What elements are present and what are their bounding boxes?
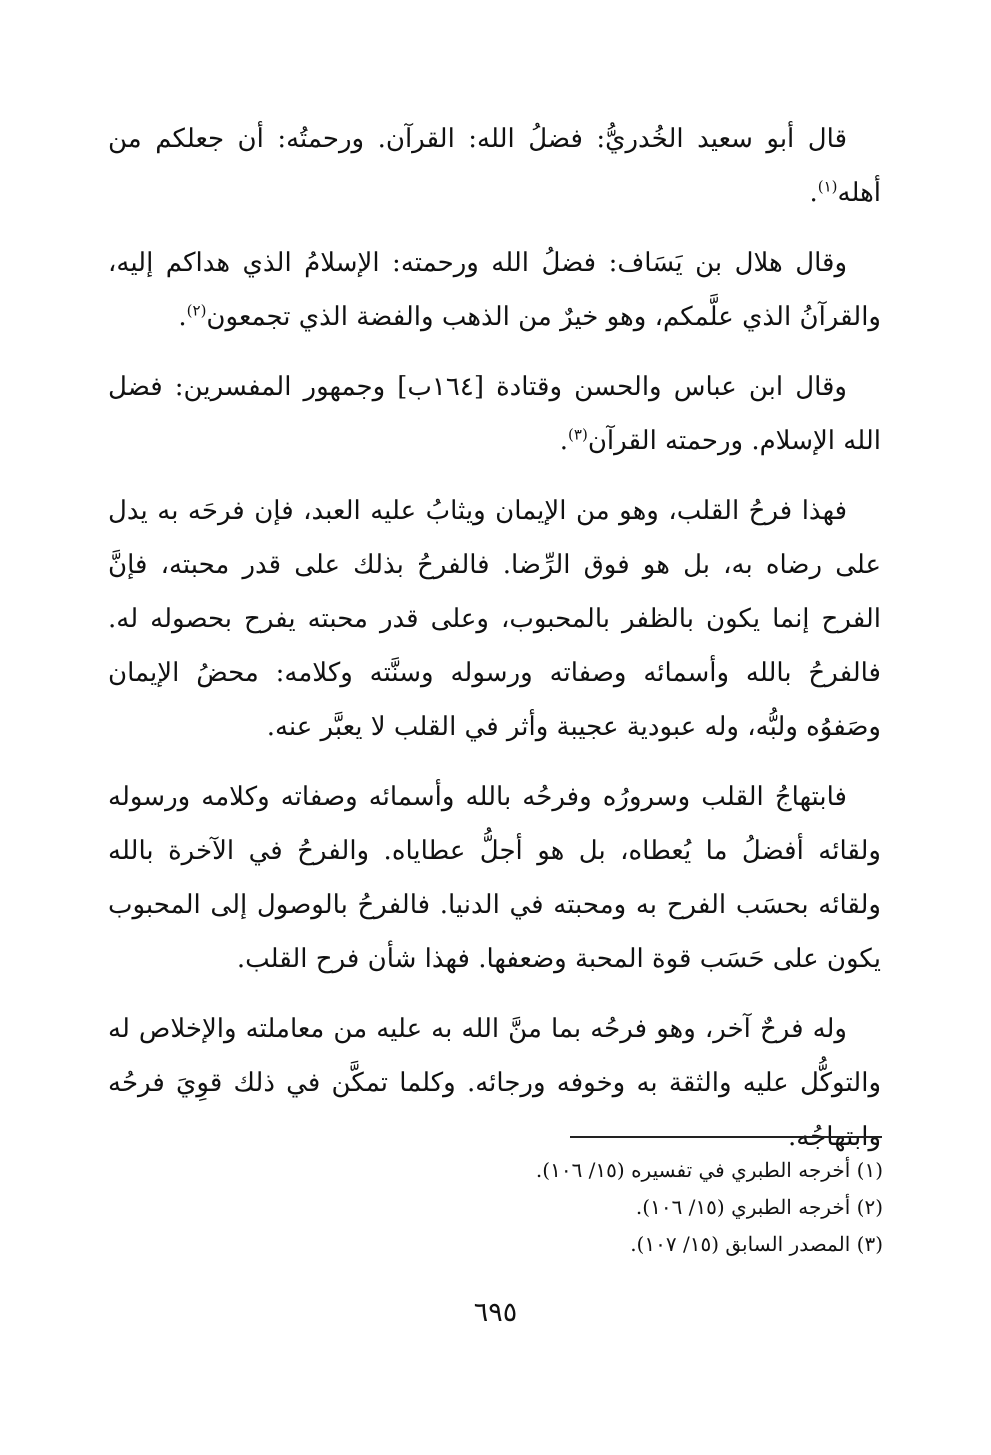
footnote-text: أخرجه الطبري في تفسيره (١٥/ ١٠٦). [535, 1158, 851, 1182]
footnote-number: (١) [856, 1158, 883, 1182]
paragraph-3 [108, 360, 881, 468]
footnote-1 [463, 1152, 883, 1189]
paragraph-text: قال أبو سعيد الخُدريُّ: فضلُ الله: القرآن. ورحمتُه: أن جعلكم من أهله [108, 124, 881, 208]
footnote-separator [570, 1136, 882, 1138]
paragraph-2 [108, 236, 881, 344]
page-number: ٦٩٥ [473, 1297, 518, 1328]
footnote-text: أخرجه الطبري (١٥/ ١٠٦). [635, 1195, 851, 1219]
paragraph-1 [108, 112, 881, 220]
footnote-3 [463, 1226, 883, 1263]
footnote-number: (٢) [856, 1195, 883, 1219]
footnote-ref-3: (٣) [568, 425, 588, 444]
paragraph-text: وقال هلال بن يَسَاف: فضلُ الله ورحمته: الإسلامُ الذي هداكم إليه، والقرآنُ الذي علَّمكم، وهو خيرٌ من الذهب والفضة الذي تجمعون [108, 248, 881, 332]
paragraph-tail: . [178, 302, 187, 332]
footnote-number: (٣) [856, 1232, 883, 1256]
footnote-ref-1: (١) [817, 177, 838, 196]
main-text [108, 112, 881, 1180]
paragraph-text: وقال ابن عباس والحسن وقتادة [١٦٤ب] وجمهور المفسرين: فضل الله الإسلام. ورحمته القرآن [108, 372, 881, 456]
footnotes [463, 1152, 883, 1263]
footnote-ref-2: (٢) [186, 301, 207, 320]
footnote-text: المصدر السابق (١٥/ ١٠٧). [630, 1232, 851, 1256]
paragraph-text: فهذا فرحُ القلب، وهو من الإيمان ويثابُ عليه العبد، فإن فرحَه به يدل على رضاه به، بل هو فوق الرِّضا. فالفرحُ بذلك على قدر محبته، فإنَّ الفرح إنما يكون بالظفر بالمحبوب، وعلى قدر محبته يفرح بحصوله له. فالفرحُ بالله وأسمائه وصفاته ورسوله وسنَّته وكلامه: محضُ الإيمان وصَفوُه ولبُّه، وله عبودية عجيبة وأثر في القلب لا يعبَّر عنه. [108, 496, 881, 742]
paragraph-tail: . [809, 178, 818, 208]
paragraph-4 [108, 484, 881, 754]
footnote-2 [463, 1189, 883, 1226]
paragraph-text: وله فرحٌ آخر، وهو فرحُه بما منَّ الله به عليه من معاملته والإخلاص له والتوكُّل عليه والثقة به وخوفه ورجائه. وكلما تمكَّن في ذلك قوِيَ فرحُه وابتهاجُه. [108, 1014, 881, 1152]
paragraph-6 [108, 1002, 881, 1164]
paragraph-text: فابتهاجُ القلب وسرورُه وفرحُه بالله وأسمائه وصفاته وكلامه ورسوله ولقائه أفضلُ ما يُعطاه، بل هو أجلُّ عطاياه. والفرحُ في الآخرة بالله ولقائه بحسَب الفرح به ومحبته في الدنيا. فالفرحُ بالوصول إلى المحبوب يكون على حَسَب قوة المحبة وضعفها. فهذا شأن فرح القلب. [108, 782, 881, 974]
paragraph-5 [108, 770, 881, 986]
paragraph-tail: . [559, 426, 569, 456]
